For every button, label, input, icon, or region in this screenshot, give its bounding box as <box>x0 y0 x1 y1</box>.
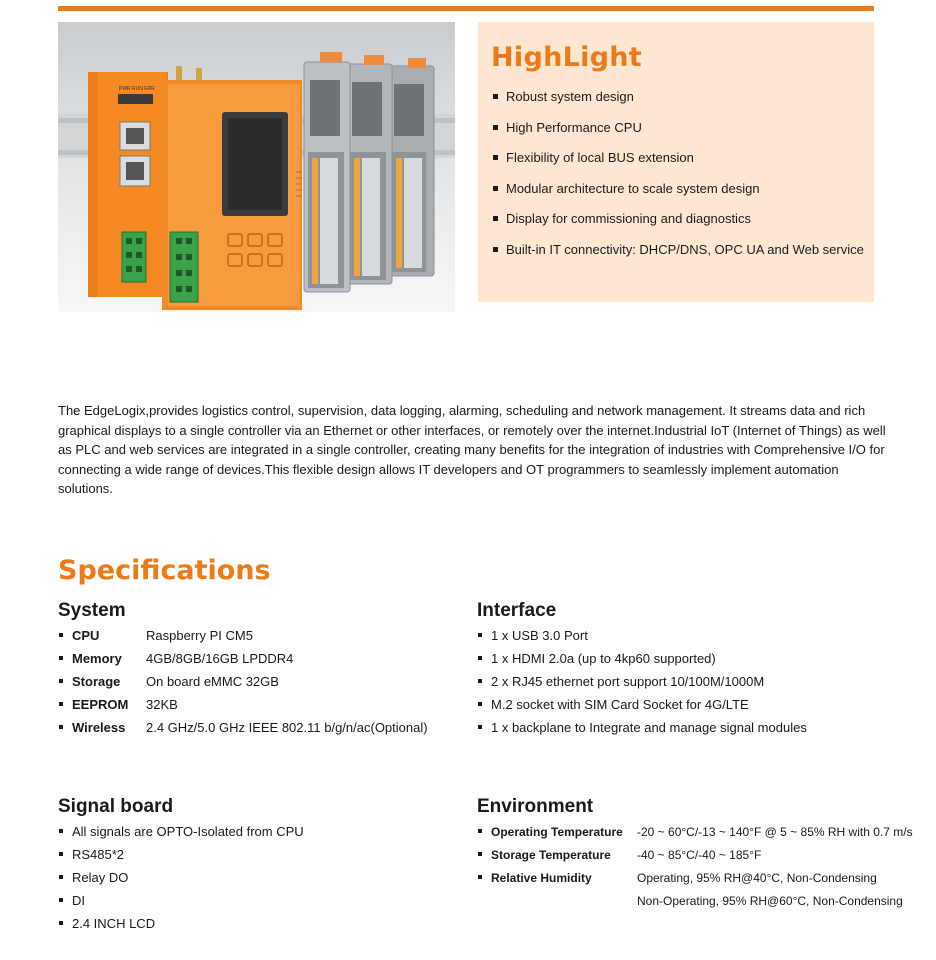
interface-section <box>477 600 897 735</box>
environment-title: Environment <box>477 796 594 817</box>
interface-list <box>477 628 807 743</box>
spec-key: Storage Temperature <box>491 848 611 862</box>
spec-value: 32KB <box>146 697 178 712</box>
highlight-panel <box>478 22 874 302</box>
list-item: Display for commissioning and diagnostics <box>478 211 864 242</box>
spec-value: 2.4 GHz/5.0 GHz IEEE 802.11 b/g/n/ac(Optional) <box>146 720 428 735</box>
specifications-title: Specifications <box>58 555 271 586</box>
list-item: RS485*2 <box>58 847 304 870</box>
product-description: The EdgeLogix,provides logistics control, supervision, data logging, alarming, scheduling and network management. It streams data and rich graphical displays to a single controller via an Ethernet or other interfaces, or remotely over the internet.Industrial IoT (Internet of Things) as well as PLC and web services are integrated in a single controller, creating many benefits for the integration of industries with Comprehensive I/O for connecting a wide range of devices.This flexible design allows IT developers and OT programmers to seamlessly implement automation solutions. <box>58 403 886 497</box>
list-item: 2 x RJ45 ethernet port support 10/100M/1000M <box>477 674 807 697</box>
list-item <box>58 674 428 697</box>
controller-front <box>162 80 302 310</box>
spec-value: Non-Operating, 95% RH@60°C, Non-Condensing <box>637 894 903 908</box>
list-item: Modular architecture to scale system design <box>478 181 864 212</box>
spec-key: EEPROM <box>72 697 129 712</box>
list-item: Relay DO <box>58 870 304 893</box>
highlight-title: HighLight <box>491 42 643 73</box>
system-section <box>58 600 458 735</box>
list-item <box>58 628 428 651</box>
spec-value: Raspberry PI CM5 <box>146 628 253 643</box>
list-item <box>58 651 428 674</box>
signal-board-list <box>58 824 304 939</box>
spec-value: On board eMMC 32GB <box>146 674 279 689</box>
spec-key: Operating Temperature <box>491 825 623 839</box>
list-item: 1 x backplane to Integrate and manage signal modules <box>477 720 807 743</box>
list-item <box>477 824 913 847</box>
spec-value: 4GB/8GB/16GB LPDDR4 <box>146 651 294 666</box>
list-item <box>477 847 913 870</box>
list-item <box>477 870 913 893</box>
spec-key: Relative Humidity <box>491 871 592 885</box>
list-item <box>58 697 428 720</box>
system-list <box>58 628 428 743</box>
list-item <box>477 893 913 916</box>
spec-value: -40 ~ 85°C/-40 ~ 185°F <box>637 848 762 862</box>
signal-board-title: Signal board <box>58 796 174 817</box>
led-labels: PWR RUN ERR <box>119 86 155 92</box>
list-item: 1 x USB 3.0 Port <box>477 628 807 651</box>
list-item: Flexibility of local BUS extension <box>478 150 864 181</box>
interface-title: Interface <box>477 600 557 621</box>
list-item: DI <box>58 893 304 916</box>
signal-board-section <box>58 796 458 931</box>
list-item: Built-in IT connectivity: DHCP/DNS, OPC UA and Web service <box>478 242 864 273</box>
environment-list <box>477 824 913 916</box>
spec-key: Storage <box>72 674 121 689</box>
product-image <box>58 22 455 312</box>
list-item <box>58 720 428 743</box>
environment-section <box>477 796 917 908</box>
list-item: M.2 socket with SIM Card Socket for 4G/LTE <box>477 697 807 720</box>
top-accent-bar <box>58 6 874 11</box>
spec-key: Wireless <box>72 720 126 735</box>
highlight-list <box>478 89 864 273</box>
spec-key: CPU <box>72 628 100 643</box>
list-item: 1 x HDMI 2.0a (up to 4kp60 supported) <box>477 651 807 674</box>
edgelogix-controller-illustration <box>58 22 455 312</box>
list-item: All signals are OPTO-Isolated from CPU <box>58 824 304 847</box>
list-item: 2.4 INCH LCD <box>58 916 304 939</box>
spec-key: Memory <box>72 651 122 666</box>
spec-value: -20 ~ 60°C/-13 ~ 140°F @ 5 ~ 85% RH with 0.7 m/s <box>637 825 913 839</box>
system-title: System <box>58 600 126 621</box>
list-item: Robust system design <box>478 89 864 120</box>
spec-value: Operating, 95% RH@40°C, Non-Condensing <box>637 871 877 885</box>
list-item: High Performance CPU <box>478 120 864 151</box>
